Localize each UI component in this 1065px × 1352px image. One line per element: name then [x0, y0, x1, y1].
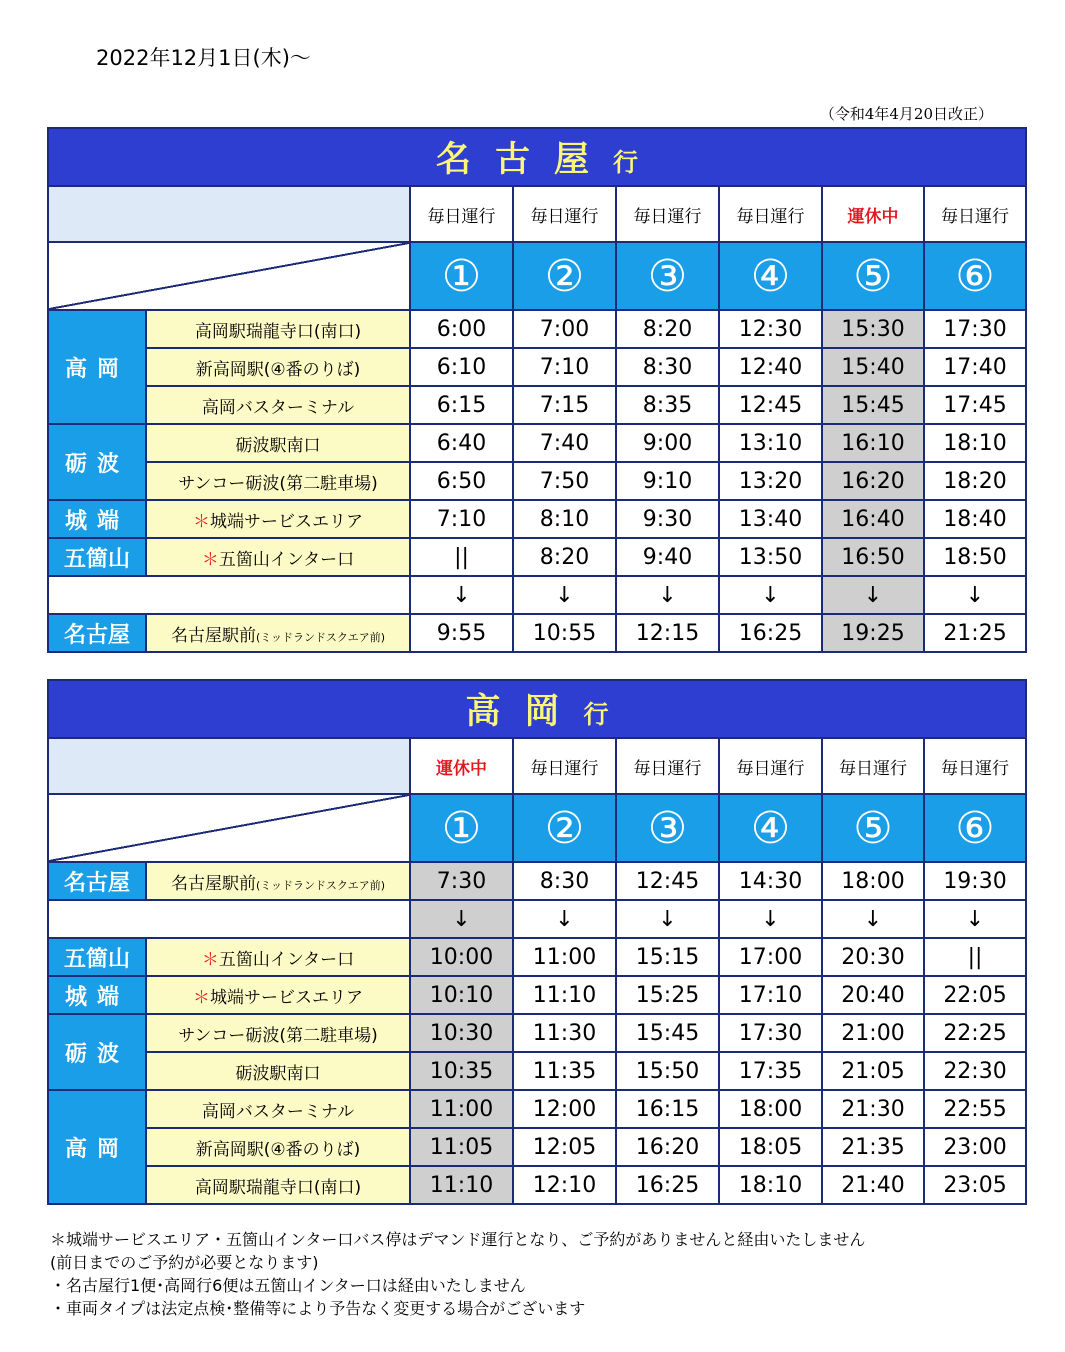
- arrival-time: 16:15: [616, 1090, 719, 1128]
- departure-time: 9:10: [616, 462, 719, 500]
- operation-status: 毎日運行: [719, 186, 822, 242]
- trip-number: ②: [513, 242, 616, 310]
- departure-time: 8:20: [616, 310, 719, 348]
- arrival-time: 15:50: [616, 1052, 719, 1090]
- departure-time: 6:40: [410, 424, 513, 462]
- arrival-time-suspended: 11:10: [410, 1166, 513, 1204]
- departure-time: 18:50: [924, 538, 1026, 576]
- arrival-time: 10:55: [513, 614, 616, 652]
- arrival-time-suspended: 10:30: [410, 1014, 513, 1052]
- arrival-time: 16:20: [616, 1128, 719, 1166]
- departure-time: 7:10: [513, 348, 616, 386]
- arrival-time-suspended: 10:35: [410, 1052, 513, 1090]
- departure-time: 13:10: [719, 424, 822, 462]
- departure-time: 15:15: [616, 938, 719, 976]
- stop-name: 高岡駅瑞龍寺口(南口): [146, 310, 410, 348]
- departure-time: 11:00: [513, 938, 616, 976]
- departure-time: 13:40: [719, 500, 822, 538]
- arrival-time: 11:30: [513, 1014, 616, 1052]
- departure-time: 6:00: [410, 310, 513, 348]
- trip-number: ⑤: [822, 794, 924, 862]
- destination-suffix: 行: [613, 148, 639, 177]
- departure-time: 17:45: [924, 386, 1026, 424]
- demand-mark: ＊: [193, 511, 210, 532]
- down-arrow-icon: ↓: [822, 576, 924, 614]
- down-arrow-icon: ↓: [513, 576, 616, 614]
- trip-number: ③: [616, 242, 719, 310]
- arrival-time: 18:10: [719, 1166, 822, 1204]
- nagoya-bound-timetable: [47, 127, 1027, 653]
- departure-time-suspended: 10:00: [410, 938, 513, 976]
- destination-name: 高岡: [465, 692, 584, 732]
- stop-name: [146, 500, 410, 538]
- departure-time: 9:00: [616, 424, 719, 462]
- operation-status: 毎日運行: [513, 738, 616, 794]
- demand-mark: ＊: [193, 987, 210, 1008]
- stop-name-text: 名古屋駅前: [170, 625, 256, 646]
- stop-name-note: (ミッドランドスクエア前): [255, 630, 386, 644]
- blank-cell: [48, 738, 410, 794]
- down-arrow-icon: ↓: [719, 576, 822, 614]
- trip-number-row: [48, 794, 1026, 862]
- arrival-time: 23:05: [924, 1166, 1026, 1204]
- area-label: 名古屋: [48, 862, 146, 900]
- stop-name: [146, 976, 410, 1014]
- stop-name: サンコー砺波(第二駐車場): [146, 1014, 410, 1052]
- table-row: [48, 1090, 1026, 1128]
- departure-time: 12:40: [719, 348, 822, 386]
- departure-time: 8:10: [513, 500, 616, 538]
- arrival-time: 15:45: [616, 1014, 719, 1052]
- trip-number: ②: [513, 794, 616, 862]
- operation-status: 毎日運行: [924, 186, 1026, 242]
- table-row: [48, 1052, 1026, 1090]
- departure-time: 7:40: [513, 424, 616, 462]
- table-row: [48, 462, 1026, 500]
- departure-time: 7:10: [410, 500, 513, 538]
- stop-name: [146, 938, 410, 976]
- departure-time: 17:40: [924, 348, 1026, 386]
- departure-time: 18:00: [822, 862, 924, 900]
- arrival-time: 17:35: [719, 1052, 822, 1090]
- demand-mark: ＊: [201, 949, 219, 970]
- departure-time-suspended: 15:30: [822, 310, 924, 348]
- operation-status: 毎日運行: [513, 186, 616, 242]
- operation-status-suspended: 運休中: [410, 738, 513, 794]
- stop-name: [146, 538, 410, 576]
- departure-time: 19:30: [924, 862, 1026, 900]
- takaoka-bound-header: [48, 680, 1026, 738]
- stop-name: [146, 614, 410, 652]
- table-row: [48, 1166, 1026, 1204]
- table-row: [48, 976, 1026, 1014]
- arrival-time: 21:40: [822, 1166, 924, 1204]
- arrival-time: 21:30: [822, 1090, 924, 1128]
- departure-time-suspended: 16:40: [822, 500, 924, 538]
- arrow-row: [48, 576, 1026, 614]
- down-arrow-icon: ↓: [410, 576, 513, 614]
- stop-name: 高岡駅瑞龍寺口(南口): [146, 1166, 410, 1204]
- down-arrow-icon: ↓: [822, 900, 924, 938]
- blank-cell: [48, 576, 410, 614]
- departure-time: 12:45: [616, 862, 719, 900]
- trip-number: ①: [410, 794, 513, 862]
- stop-name: 砺波駅南口: [146, 424, 410, 462]
- footnote-line: ・車両タイプは法定点検･整備等により予告なく変更する場合がございます: [50, 1299, 586, 1318]
- down-arrow-icon: ↓: [616, 900, 719, 938]
- operation-status: 毎日運行: [719, 738, 822, 794]
- departure-time: 7:15: [513, 386, 616, 424]
- arrival-time: 22:25: [924, 1014, 1026, 1052]
- footnote-line: (前日までのご予約が必要となります): [50, 1253, 319, 1272]
- table-row: [48, 938, 1026, 976]
- stop-name-text: 城端サービスエリア: [210, 511, 363, 532]
- down-arrow-icon: ↓: [410, 900, 513, 938]
- arrival-time: 18:00: [719, 1090, 822, 1128]
- departure-time-suspended: 15:45: [822, 386, 924, 424]
- trip-number: ⑤: [822, 242, 924, 310]
- diagonal-corner-cell: [48, 242, 410, 310]
- footnote-line: ・名古屋行1便･高岡行6便は五箇山インター口は経由いたしません: [50, 1276, 526, 1295]
- arrival-time: 11:35: [513, 1052, 616, 1090]
- departure-time: 22:05: [924, 976, 1026, 1014]
- stop-name: 新高岡駅(④番のりば): [146, 1128, 410, 1166]
- operation-status: 毎日運行: [410, 186, 513, 242]
- stop-name: 砺波駅南口: [146, 1052, 410, 1090]
- nagoya-bound-header: [48, 128, 1026, 186]
- departure-time-suspended: 15:40: [822, 348, 924, 386]
- down-arrow-icon: ↓: [924, 900, 1026, 938]
- arrival-time: 12:00: [513, 1090, 616, 1128]
- departure-time: 18:10: [924, 424, 1026, 462]
- departure-time: 18:40: [924, 500, 1026, 538]
- departure-time: 14:30: [719, 862, 822, 900]
- departure-time: 8:30: [513, 862, 616, 900]
- stop-name: 高岡バスターミナル: [146, 1090, 410, 1128]
- arrival-time-suspended: 11:00: [410, 1090, 513, 1128]
- destination-name: 名古屋: [436, 140, 614, 180]
- arrival-time: 22:55: [924, 1090, 1026, 1128]
- departure-time: 6:10: [410, 348, 513, 386]
- arrival-time: 16:25: [616, 1166, 719, 1204]
- blank-cell: [48, 186, 410, 242]
- departure-time: 18:20: [924, 462, 1026, 500]
- revision-note: （令和4年4月20日改正）: [819, 105, 993, 123]
- stop-name-text: 五箇山インター口: [218, 949, 355, 970]
- area-label: 名古屋: [48, 614, 146, 652]
- arrival-time: 21:05: [822, 1052, 924, 1090]
- trip-number: ③: [616, 794, 719, 862]
- departure-time-suspended: 16:10: [822, 424, 924, 462]
- stop-name: 高岡バスターミナル: [146, 386, 410, 424]
- departure-time: 6:15: [410, 386, 513, 424]
- departure-time: 12:45: [719, 386, 822, 424]
- arrival-time: 21:00: [822, 1014, 924, 1052]
- area-label: 城端: [48, 976, 146, 1014]
- departure-time: 11:10: [513, 976, 616, 1014]
- destination-suffix: 行: [583, 700, 609, 729]
- departure-time: 8:20: [513, 538, 616, 576]
- diagonal-corner-cell: [48, 794, 410, 862]
- down-arrow-icon: ↓: [616, 576, 719, 614]
- departure-time-suspended: 16:50: [822, 538, 924, 576]
- arrival-time: 21:35: [822, 1128, 924, 1166]
- blank-cell: [48, 900, 410, 938]
- arrival-time: 9:55: [410, 614, 513, 652]
- stop-name: 新高岡駅(④番のりば): [146, 348, 410, 386]
- table-row: [48, 538, 1026, 576]
- table-row: [48, 614, 1026, 652]
- departure-time: 7:00: [513, 310, 616, 348]
- departure-time: 17:30: [924, 310, 1026, 348]
- timetable-effective-date: 2022年12月1日(木)～: [96, 46, 311, 70]
- table-row: [48, 310, 1026, 348]
- departure-time: 17:00: [719, 938, 822, 976]
- departure-time: 20:40: [822, 976, 924, 1014]
- departure-time: 13:50: [719, 538, 822, 576]
- departure-time: 13:20: [719, 462, 822, 500]
- stop-name-text: 城端サービスエリア: [210, 987, 363, 1008]
- departure-time: 8:30: [616, 348, 719, 386]
- trip-number: ④: [719, 242, 822, 310]
- operation-status: 毎日運行: [616, 186, 719, 242]
- departure-time: 9:40: [616, 538, 719, 576]
- departure-time: 12:30: [719, 310, 822, 348]
- departure-time: 8:35: [616, 386, 719, 424]
- arrival-time: 12:10: [513, 1166, 616, 1204]
- arrival-time-suspended: 19:25: [822, 614, 924, 652]
- operation-status: 毎日運行: [924, 738, 1026, 794]
- trip-number: ④: [719, 794, 822, 862]
- stop-name-text: 五箇山インター口: [218, 549, 355, 570]
- departure-time-suspended: 7:30: [410, 862, 513, 900]
- table-row: [48, 386, 1026, 424]
- footnote-line: ＊城端サービスエリア・五箇山インター口バス停はデマンド運行となり、ご予約がありませんと経由いたしません: [50, 1230, 866, 1249]
- arrival-time: 17:30: [719, 1014, 822, 1052]
- trip-number: ⑥: [924, 242, 1026, 310]
- operation-status: 毎日運行: [616, 738, 719, 794]
- arrival-time-suspended: 11:05: [410, 1128, 513, 1166]
- operation-status-suspended: 運休中: [822, 186, 924, 242]
- area-label: 城端: [48, 500, 146, 538]
- arrival-time: 23:00: [924, 1128, 1026, 1166]
- arrival-time: 12:15: [616, 614, 719, 652]
- pass-through-mark: ||: [410, 538, 513, 576]
- area-label: 五箇山: [48, 938, 146, 976]
- area-label: 砺波: [48, 1014, 146, 1090]
- area-label: 高岡: [48, 1090, 146, 1204]
- stop-name-text: 名古屋駅前: [170, 873, 256, 894]
- departure-time-suspended: 10:10: [410, 976, 513, 1014]
- operation-status-row: [48, 186, 1026, 242]
- operation-status: 毎日運行: [822, 738, 924, 794]
- arrival-time: 22:30: [924, 1052, 1026, 1090]
- table-row: [48, 862, 1026, 900]
- departure-time: 9:30: [616, 500, 719, 538]
- table-row: [48, 348, 1026, 386]
- departure-time: 17:10: [719, 976, 822, 1014]
- stop-name: サンコー砺波(第二駐車場): [146, 462, 410, 500]
- footnotes: [50, 1228, 865, 1320]
- arrival-time: 16:25: [719, 614, 822, 652]
- pass-through-mark: ||: [924, 938, 1026, 976]
- trip-number: ①: [410, 242, 513, 310]
- departure-time: 15:25: [616, 976, 719, 1014]
- table-row: [48, 500, 1026, 538]
- area-label: 五箇山: [48, 538, 146, 576]
- trip-number-row: [48, 242, 1026, 310]
- departure-time-suspended: 16:20: [822, 462, 924, 500]
- departure-time: 7:50: [513, 462, 616, 500]
- arrival-time: 21:25: [924, 614, 1026, 652]
- table-row: [48, 1014, 1026, 1052]
- arrow-row: [48, 900, 1026, 938]
- table-row: [48, 424, 1026, 462]
- demand-mark: ＊: [201, 549, 219, 570]
- table-row: [48, 1128, 1026, 1166]
- area-label: 砺波: [48, 424, 146, 500]
- operation-status-row: [48, 738, 1026, 794]
- arrival-time: 12:05: [513, 1128, 616, 1166]
- arrival-time: 18:05: [719, 1128, 822, 1166]
- area-label: 高岡: [48, 310, 146, 424]
- stop-name-note: (ミッドランドスクエア前): [255, 878, 386, 892]
- down-arrow-icon: ↓: [513, 900, 616, 938]
- departure-time: 6:50: [410, 462, 513, 500]
- down-arrow-icon: ↓: [719, 900, 822, 938]
- down-arrow-icon: ↓: [924, 576, 1026, 614]
- stop-name: [146, 862, 410, 900]
- trip-number: ⑥: [924, 794, 1026, 862]
- departure-time: 20:30: [822, 938, 924, 976]
- takaoka-bound-timetable: [47, 679, 1027, 1205]
